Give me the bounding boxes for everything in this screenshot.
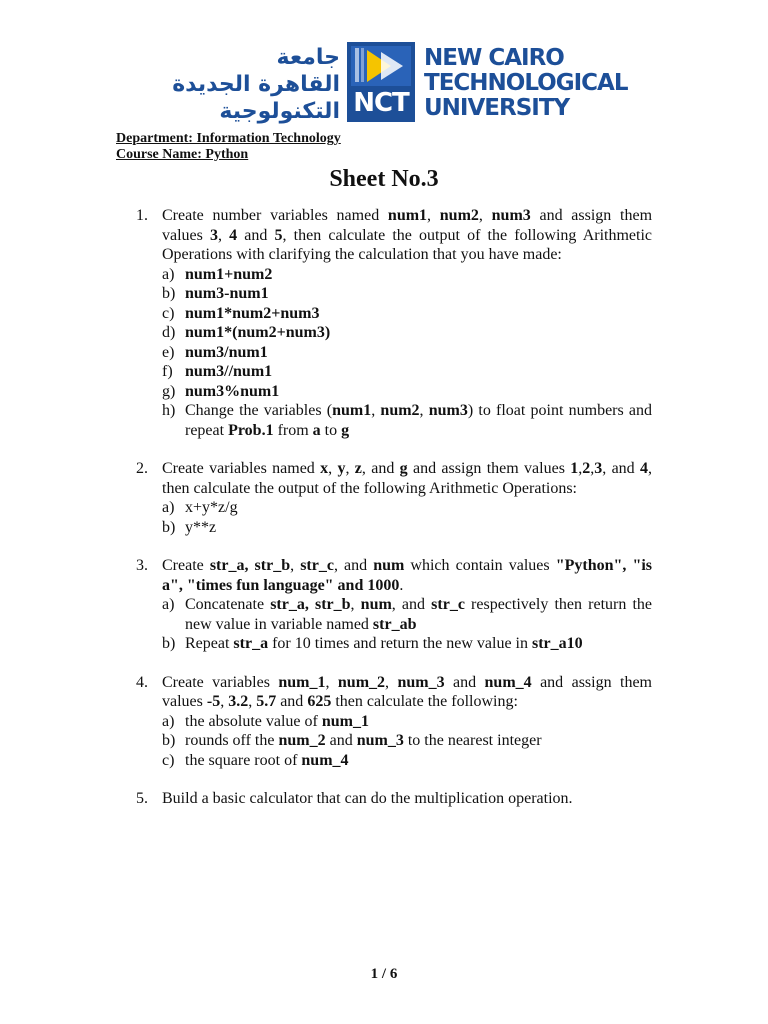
list-item: h) Change the variables (num1, num2, num3) to float point numbers and repeat Prob.1 from a to g: [162, 402, 653, 439]
question-5-text: Build a basic calculator that can do the multiplication operation.: [162, 790, 573, 807]
sheet-title: Sheet No.3: [329, 166, 439, 192]
question-5: 5. Build a basic calculator that can do the multiplication operation.: [136, 789, 652, 809]
department-label: Department: Information Technology: [116, 131, 341, 146]
list-item: b) Repeat str_a for 10 times and return the new value in str_a10: [162, 635, 583, 652]
course-name-label: Course Name: Python: [116, 147, 249, 162]
list-item: g) num3%num1: [162, 382, 280, 400]
course-info: [116, 131, 341, 163]
nct-emblem: NCT: [347, 42, 415, 122]
list-item: b) rounds off the num_2 and num_3 to the nearest integer: [162, 732, 542, 749]
question-2-text: Create variables named x, y, z, and g and assign them values 1,2,3, and 4, then calculate the output of the following Arithmetic Operations:: [162, 460, 653, 497]
question-3-text: Create str_a, str_b, str_c, and num which contain values "Python", "is a", "times fun language" and 1000.: [162, 557, 653, 594]
page-number: 1 / 6: [370, 966, 398, 982]
question-4-text: Create variables num_1, num_2, num_3 and num_4 and assign them values -5, 3.2, 5.7 and 625 then calculate the following:: [162, 673, 652, 710]
arabic-university-name: جامعة القاهرة الجديدة التكنولوجية: [172, 45, 340, 124]
list-item: f) num3//num1: [162, 363, 273, 380]
question-1-text: Create number variables named num1, num2, num3 and assign them values 3, 4 and 5, then calculate the output of the following Arithmetic Operations with clarifying the calculation that you have made:: [162, 207, 653, 263]
list-item: a) Concatenate str_a, str_b, num, and str_c respectively then return the new value in variable named str_ab: [162, 596, 653, 633]
english-university-name: NEW CAIRO TECHNOLOGICAL UNIVERSITY: [424, 45, 628, 121]
list-item: a) num1+num2: [162, 265, 273, 283]
list-item: c) num1*num2+num3: [162, 304, 320, 322]
question-3: 3. Create str_a, str_b, str_c, and num which contain values "Python", "is a", "times fun language" and 1000. a) Concatenate str_a, str_b, num, and str_c respectively then return the new value in variable named str_ab b) Repeat str_a for 10 times and return the new value in str_a10: [136, 557, 653, 652]
question-2: 2. Create variables named x, y, z, and g and assign them values 1,2,3, and 4, then calculate the output of the following Arithmetic Operations: a) x+y*z/g b) y**z: [136, 460, 653, 536]
question-4: 4. Create variables num_1, num_2, num_3 and num_4 and assign them values -5, 3.2, 5.7 and 625 then calculate the following: a) the absolute value of num_1 b) rounds off the num_2 and num_3 to the nearest integer c) the square root of num_4: [136, 673, 652, 769]
list-item: c) the square root of num_4: [162, 751, 349, 769]
list-item: b) y**z: [162, 518, 217, 536]
university-logo: [172, 40, 628, 128]
questions-list: [136, 206, 652, 809]
list-item: d) num1*(num2+num3): [162, 324, 331, 341]
list-item: e) num3/num1: [162, 343, 268, 361]
question-1: 1. Create number variables named num1, num2, num3 and assign them values 3, 4 and 5, then calculate the output of the following Arithmetic Operations with clarifying the calculation that you have made: a) num1+num2 b) num3-num1 c) num1*num2+num3 d) num1*(num2+num3) e) num3/num1 f) num3//num1 g) num3%num1 h) Change the variables (num1, num2, num3) to float point numbers and repeat Prob.1 from a to g: [136, 207, 653, 439]
list-item: b) num3-num1: [162, 285, 269, 302]
list-item: a) the absolute value of num_1: [162, 712, 369, 730]
list-item: a) x+y*z/g: [162, 499, 238, 516]
